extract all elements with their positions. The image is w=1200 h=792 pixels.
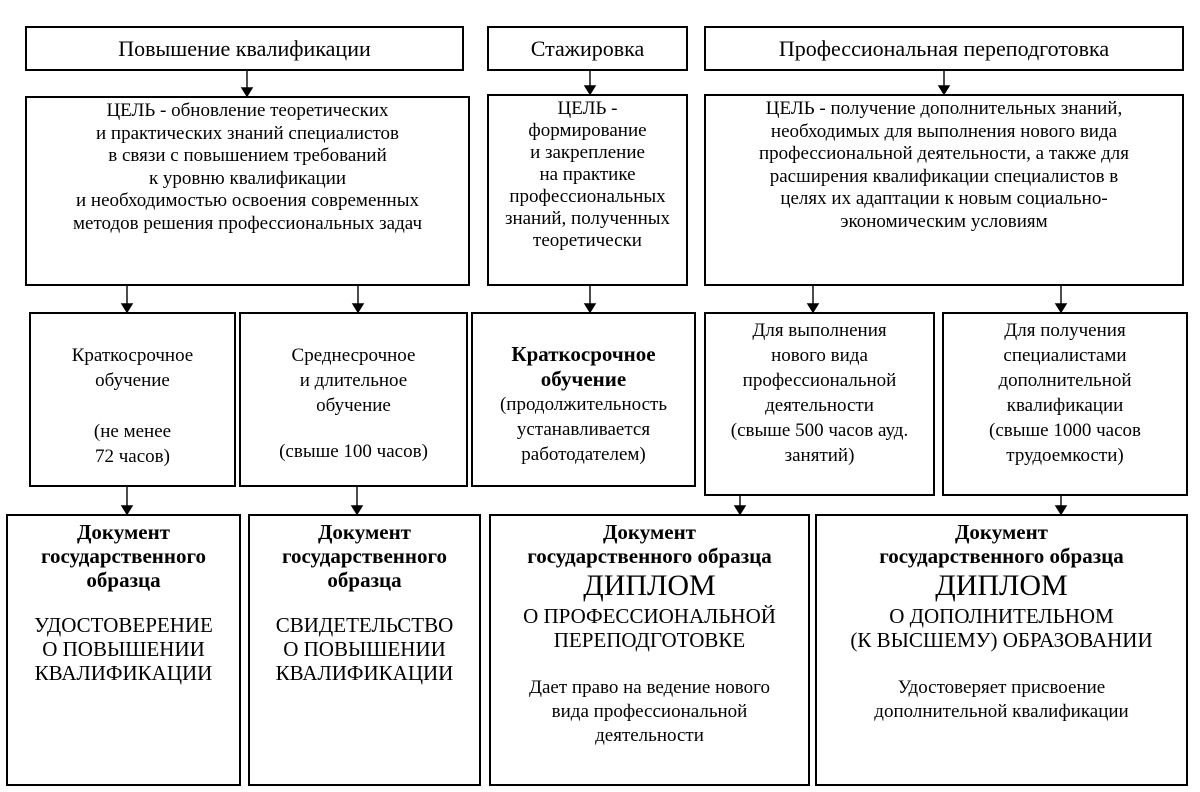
program-title-line: обучение (540, 367, 627, 391)
program-note-line: устанавливается (516, 419, 651, 440)
arrow-down-icon (352, 487, 362, 514)
header-internship-label: Стажировка (530, 35, 645, 61)
program-line: (свыше 1000 часов (989, 420, 1141, 441)
goal-line: и практических знаний специалистов (96, 122, 399, 144)
document-heading-line: Документ (76, 520, 170, 544)
document-name-line: КВАЛИФИКАЦИИ (34, 661, 213, 685)
program-note-line: работодателем) (521, 444, 646, 465)
program-title-line: Краткосрочное (71, 345, 194, 366)
document-name-line: ПЕРЕПОДГОТОВКЕ (553, 628, 746, 652)
document-name-line: О ПРОФЕССИОНАЛЬНОЙ (523, 604, 776, 628)
document-heading-line: государственного (40, 544, 207, 568)
arrow-down-icon (1056, 286, 1066, 312)
program-title-line: Среднесрочное (291, 345, 416, 366)
document-heading-line: государственного образца (879, 544, 1124, 568)
program-note-line: 72 часов) (95, 446, 170, 467)
program-line: Для выполнения (752, 320, 887, 341)
document-heading-line: государственного образца (527, 544, 772, 568)
arrow-down-icon (122, 286, 132, 312)
document-heading-line: государственного (281, 544, 448, 568)
program-title-line: обучение (316, 395, 391, 416)
goal-line: и необходимостью освоения современных (75, 190, 419, 211)
arrow-down-icon (122, 487, 132, 514)
arrow-down-icon (353, 286, 363, 312)
goal-line: методов решения профессиональных задач (72, 212, 423, 234)
document-name-line: О ПОВЫШЕНИИ (42, 637, 205, 661)
goal-line: ЦЕЛЬ - получение дополнительных знаний, (765, 98, 1123, 119)
goal-line: целях их адаптации к новым социально- (780, 188, 1108, 209)
arrow-down-icon (242, 71, 252, 96)
goal-line: экономическим условиям (840, 210, 1048, 232)
document-heading-line: образца (327, 568, 402, 592)
document-heading-line: Документ (317, 520, 411, 544)
program-title-line: Краткосрочное (511, 342, 656, 366)
goal-line: теоретически (533, 230, 642, 251)
goal-line: необходимых для выполнения нового вида (770, 120, 1118, 142)
document-name-line: (К ВЫСШЕМУ) ОБРАЗОВАНИИ (850, 628, 1153, 652)
goal-line: к уровню квалификации (148, 167, 347, 189)
program-line: нового вида (771, 345, 868, 366)
document-heading-line: Документ (954, 520, 1048, 544)
program-line: деятельности (765, 395, 874, 416)
program-title-line: и длительное (299, 370, 408, 391)
arrow-down-icon (585, 71, 595, 94)
arrow-down-icon (735, 496, 745, 514)
program-line: профессиональной (742, 370, 897, 391)
header-retraining-label: Профессиональная переподготовка (778, 35, 1110, 61)
document-name-line: О ДОПОЛНИТЕЛЬНОМ (889, 604, 1114, 628)
program-line: трудоемкости) (1006, 445, 1124, 466)
goal-line: ЦЕЛЬ - обновление теоретических (106, 100, 389, 121)
program-line: Для получения (1004, 320, 1126, 341)
document-type: ДИПЛОМ (935, 569, 1068, 602)
document-note-line: вида профессиональной (551, 701, 748, 722)
document-type: ДИПЛОМ (583, 569, 716, 602)
document-note-line: Удостоверяет присвоение (897, 677, 1106, 698)
goal-line: и закрепление (530, 142, 645, 163)
document-heading-line: Документ (602, 520, 696, 544)
document-heading-line: образца (86, 568, 161, 592)
document-name-line: О ПОВЫШЕНИИ (283, 637, 446, 661)
program-note-line: (продолжительность (499, 394, 668, 415)
program-title-line: обучение (95, 370, 170, 391)
goal-line: профессиональных (509, 186, 666, 207)
program-line: квалификации (1006, 395, 1124, 416)
arrow-down-icon (939, 71, 949, 94)
program-line: дополнительной (998, 370, 1132, 391)
arrow-down-icon (1056, 496, 1066, 514)
arrow-down-icon (808, 286, 818, 312)
program-note-line: (свыше 100 часов) (279, 441, 428, 462)
arrow-down-icon (585, 286, 595, 312)
document-name-line: УДОСТОВЕРЕНИЕ (34, 613, 213, 637)
program-line: (свыше 500 часов ауд. (730, 420, 909, 441)
goal-line: в связи с повышением требований (108, 145, 387, 166)
document-name-line: СВИДЕТЕЛЬСТВО (275, 613, 454, 637)
document-note-line: деятельности (595, 725, 704, 746)
document-name-line: КВАЛИФИКАЦИИ (275, 661, 454, 685)
goal-line: ЦЕЛЬ - (557, 98, 618, 119)
goal-line: расширения квалификации специалистов в (769, 165, 1119, 187)
goal-line: на практике (539, 164, 636, 185)
document-note-line: Дает право на ведение нового (529, 677, 770, 698)
document-note-line: дополнительной квалификации (874, 701, 1129, 722)
goal-line: формирование (528, 120, 647, 141)
header-qualification-label: Повышение квалификации (118, 35, 371, 61)
program-line: занятий) (784, 445, 855, 466)
goal-line: знаний, полученных (504, 208, 671, 229)
goal-line: профессиональной деятельности, а также для (758, 143, 1130, 164)
program-line: специалистами (1003, 345, 1127, 366)
program-note-line: (не менее (93, 421, 172, 442)
